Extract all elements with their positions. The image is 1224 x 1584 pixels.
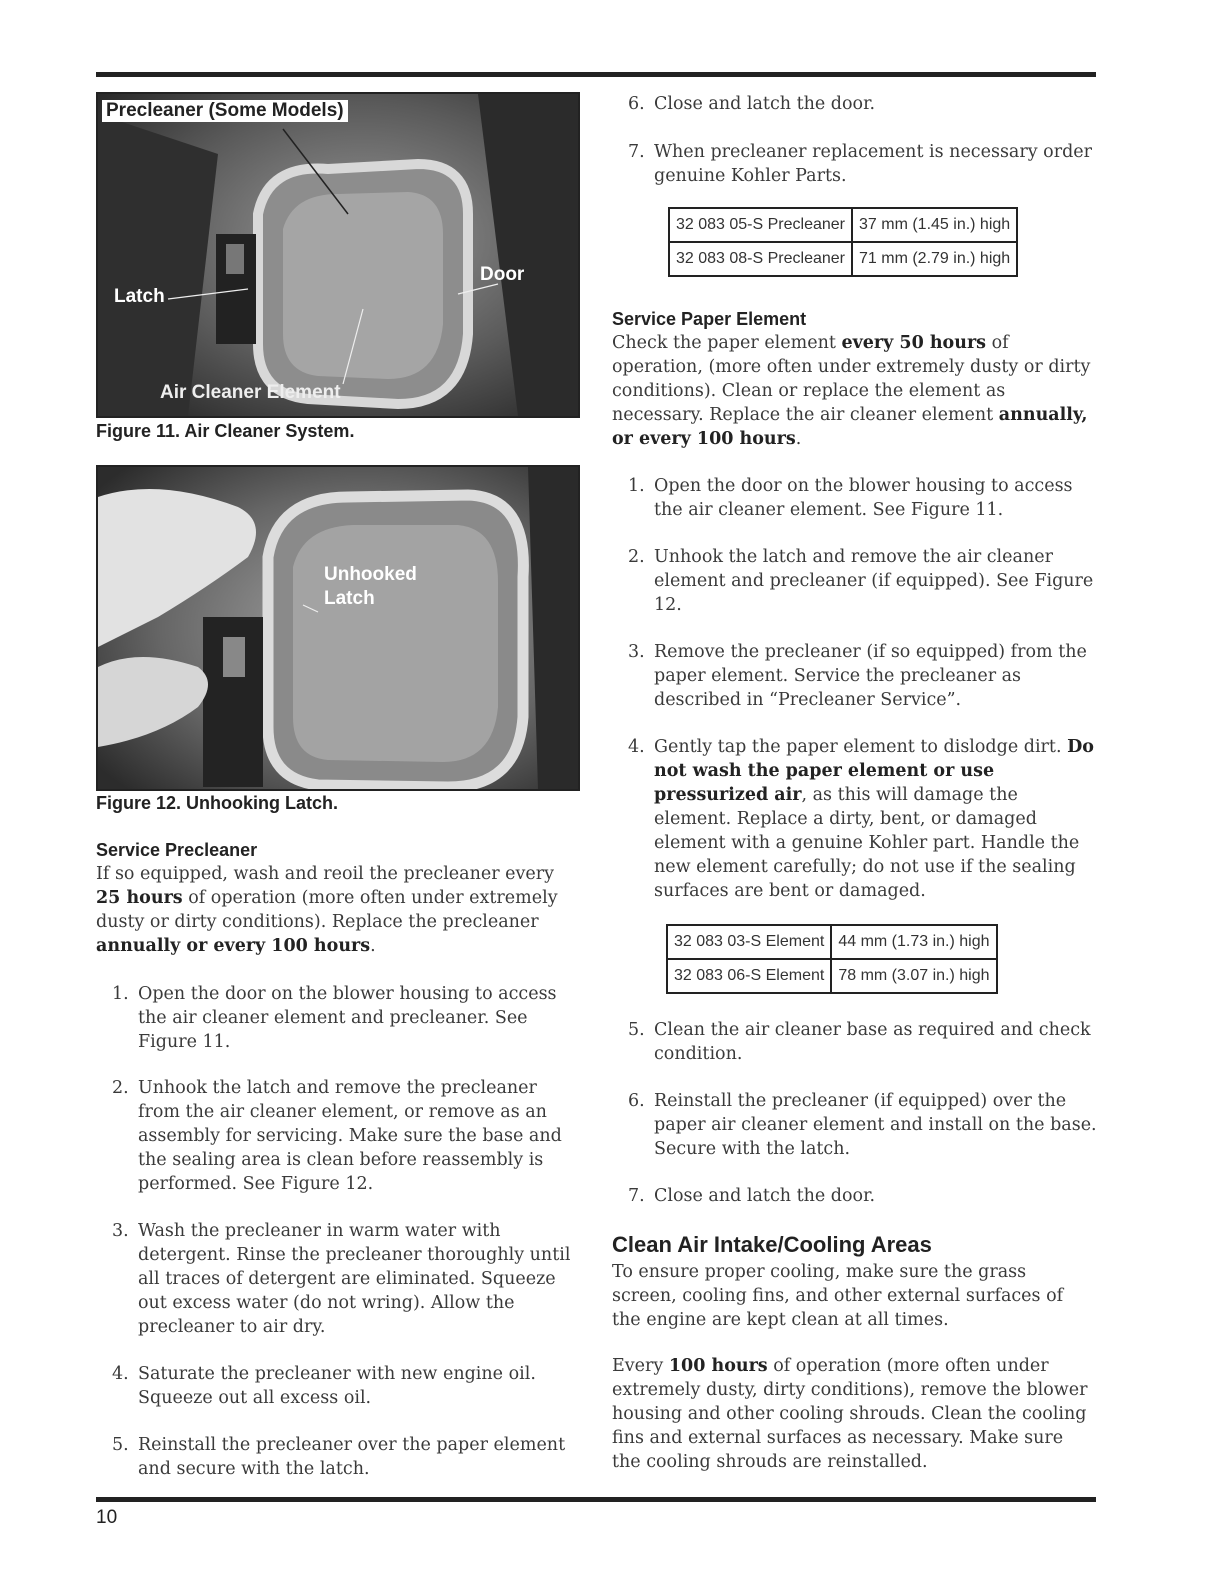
part-size-cell: 44 mm (1.73 in.) high xyxy=(831,925,996,959)
step-text-2: , as this will damage the element. Replace a dirty, bent, or damaged element with a genuine Kohler part. Handle the new element carefully; do not use if the sealing surfaces are bent or damaged. xyxy=(654,785,1080,901)
cooling-heading: Clean Air Intake/Cooling Areas xyxy=(612,1232,932,1257)
step-text: Saturate the precleaner with new engine oil. Squeeze out all excess oil. xyxy=(138,1364,536,1408)
label-air-cleaner-element: Air Cleaner Element xyxy=(160,382,341,403)
intro-text-1: Check the paper element xyxy=(612,333,842,353)
service-paper-heading: Service Paper Element xyxy=(612,309,807,329)
bottom-rule xyxy=(96,1497,1096,1502)
part-number-cell: 32 083 06-S Element xyxy=(667,959,831,993)
intro-bold-2: annually, or every 100 hours xyxy=(612,405,1088,449)
service-paper-intro xyxy=(612,331,1094,451)
element-parts-table xyxy=(666,924,998,994)
page-number: 10 xyxy=(96,1507,118,1528)
figure-11-photo xyxy=(96,92,580,418)
service-precleaner-intro xyxy=(96,862,576,958)
intro-bold-2: annually or every 100 hours xyxy=(96,936,371,956)
table-row xyxy=(667,959,997,993)
label-precleaner: Precleaner (Some Models) xyxy=(102,100,348,122)
unhooking-latch-photo xyxy=(98,467,578,789)
part-number-cell: 32 083 08-S Precleaner xyxy=(669,242,852,276)
table-row xyxy=(669,242,1017,276)
cooling-bold: 100 hours xyxy=(668,1356,768,1376)
step-text: Unhook the latch and remove the precleaner from the air cleaner element, or remove as an assembly for servicing. Make sure the base and the sealing area is clean before reassembly is performed. See Figure 12. xyxy=(138,1078,562,1194)
service-precleaner-heading: Service Precleaner xyxy=(96,840,258,860)
step-text xyxy=(654,735,1098,903)
label-latch-2: Latch xyxy=(324,588,375,609)
intro-text-1: If so equipped, wash and reoil the precleaner every xyxy=(96,864,554,884)
step-number: 7. xyxy=(628,1186,645,1206)
step-number: 5. xyxy=(112,1435,129,1455)
step-text: Clean the air cleaner base as required and check condition. xyxy=(654,1020,1091,1064)
figure-12-photo xyxy=(96,465,580,791)
step-text: Reinstall the precleaner (if equipped) over the paper air cleaner element and install on the base. Secure with the latch. xyxy=(654,1091,1097,1159)
step-number: 2. xyxy=(112,1078,129,1098)
step-text: Open the door on the blower housing to access the air cleaner element. See Figure 11. xyxy=(654,476,1073,520)
step-number: 3. xyxy=(112,1221,129,1241)
step-text: Close and latch the door. xyxy=(654,1186,876,1206)
cooling-text-2: of operation (more often under extremely dusty, dirty conditions), remove the blower housing and other cooling shrouds. Clean the cooling fins and external surfaces as necessary. Make sure the cooling shrouds are reinstalled. xyxy=(612,1356,1088,1472)
step-number: 6. xyxy=(628,94,645,114)
intro-text-2: of operation (more often under extremely dusty or dirty conditions). Replace the precleaner xyxy=(96,888,558,932)
top-rule xyxy=(96,72,1096,77)
table-row xyxy=(667,925,997,959)
step-text: Close and latch the door. xyxy=(654,94,876,114)
step-number: 4. xyxy=(628,737,645,757)
figure-11-caption: Figure 11. Air Cleaner System. xyxy=(96,421,355,441)
part-size-cell: 71 mm (2.79 in.) high xyxy=(852,242,1017,276)
step-number: 3. xyxy=(628,642,645,662)
step-number: 5. xyxy=(628,1020,645,1040)
label-latch: Latch xyxy=(114,286,165,307)
intro-text-3: . xyxy=(370,936,376,956)
part-size-cell: 78 mm (3.07 in.) high xyxy=(831,959,996,993)
step-text: Reinstall the precleaner over the paper element and secure with the latch. xyxy=(138,1435,566,1479)
cooling-paragraph-1: To ensure proper cooling, make sure the grass screen, cooling fins, and other external surfaces of the engine are kept clean at all times. xyxy=(612,1262,1064,1330)
step-number: 4. xyxy=(112,1364,129,1384)
step-number: 6. xyxy=(628,1091,645,1111)
precleaner-parts-table xyxy=(668,207,1018,277)
label-unhooked: Unhooked xyxy=(324,564,417,585)
figure-12-caption: Figure 12. Unhooking Latch. xyxy=(96,793,339,813)
step-text: When precleaner replacement is necessary order genuine Kohler Parts. xyxy=(654,142,1093,186)
step-text-1: Gently tap the paper element to dislodge dirt. xyxy=(654,737,1068,757)
intro-bold-1: 25 hours xyxy=(96,888,183,908)
intro-bold-1: every 50 hours xyxy=(841,333,987,353)
intro-text-2: of operation, (more often under extremely dusty or dirty conditions). Clean or replace the element as necessary. Replace the air cleaner element xyxy=(612,333,1091,425)
step-text: Wash the precleaner in warm water with detergent. Rinse the precleaner thoroughly until all traces of detergent are eliminated. Squeeze out excess water (do not wring). Allow the precleaner to air dry. xyxy=(138,1221,571,1337)
step-text: Unhook the latch and remove the air cleaner element and precleaner (if equipped). See Figure 12. xyxy=(654,547,1094,615)
part-number-cell: 32 083 05-S Precleaner xyxy=(669,208,852,242)
label-door: Door xyxy=(480,264,525,285)
table-row xyxy=(669,208,1017,242)
step-number: 1. xyxy=(112,984,129,1004)
part-size-cell: 37 mm (1.45 in.) high xyxy=(852,208,1017,242)
step-number: 1. xyxy=(628,476,645,496)
cooling-paragraph-2 xyxy=(612,1354,1094,1474)
intro-text-3: . xyxy=(795,429,802,449)
step-text: Open the door on the blower housing to access the air cleaner element and precleaner. See Figure 11. xyxy=(138,984,557,1052)
step-bold-warning: Do not wash the paper element or use pressurized air xyxy=(654,737,1094,805)
cooling-text-1: Every xyxy=(612,1356,669,1376)
step-number: 2. xyxy=(628,547,645,567)
step-text: Remove the precleaner (if so equipped) from the paper element. Service the precleaner as described in “Precleaner Service”. xyxy=(654,642,1087,710)
air-cleaner-photo xyxy=(98,94,578,416)
step-number: 7. xyxy=(628,142,645,162)
part-number-cell: 32 083 03-S Element xyxy=(667,925,831,959)
